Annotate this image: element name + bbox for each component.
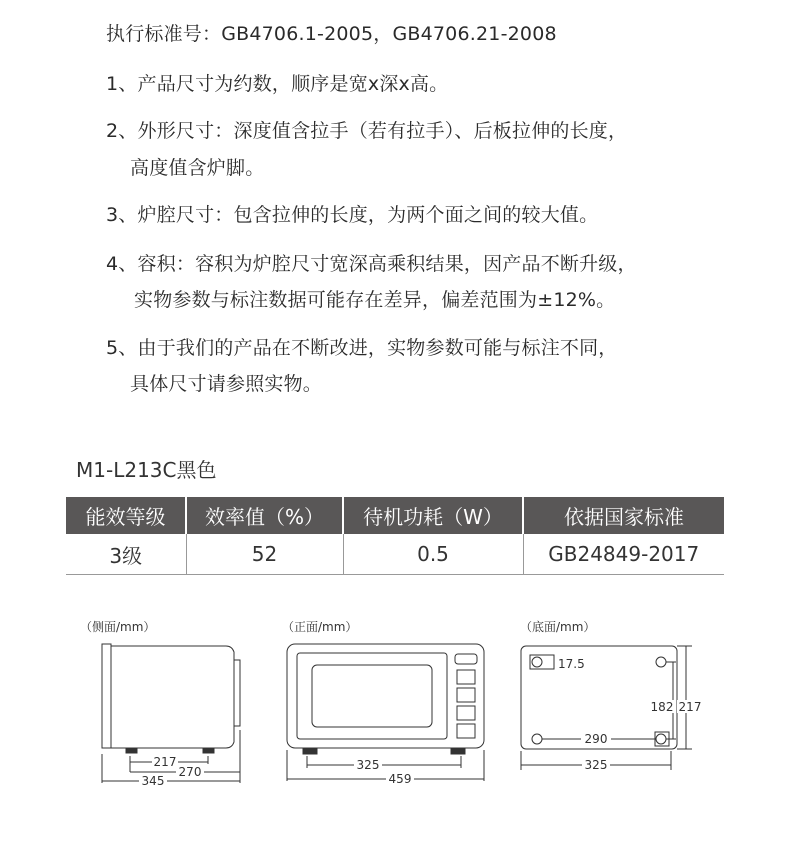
note-2-line-1: 2、外形尺寸：深度值含拉手（若有拉手）、后板拉伸的长度， <box>106 120 628 142</box>
header-standard: 依据国家标准 <box>523 497 724 534</box>
front-dim-459: 459 <box>388 772 412 786</box>
cell-standby-power: 0.5 <box>343 534 523 575</box>
note-2-line-2: 高度值含炉脚。 <box>130 157 265 179</box>
bottom-dim-290: 290 <box>584 732 608 746</box>
note-4-line-2: 实物参数与标注数据可能存在差异，偏差范围为±12%。 <box>134 289 616 311</box>
control-button-1 <box>457 670 475 684</box>
front-view-diagram <box>282 620 484 786</box>
bottom-dim-17-5: 17.5 <box>558 657 585 671</box>
side-back-panel <box>234 660 240 726</box>
front-view-label: （正面/mm） <box>282 620 358 634</box>
control-button-3 <box>457 706 475 720</box>
bottom-foot-bottom-left <box>532 734 542 744</box>
note-4-line-1: 4、容积：容积为炉腔尺寸宽深高乘积结果，因产品不断升级， <box>106 253 637 275</box>
bottom-dim-325: 325 <box>584 758 608 772</box>
bottom-view-label: （底面/mm） <box>520 620 596 634</box>
side-foot-front <box>126 748 137 753</box>
bottom-foot-top-right <box>656 657 666 667</box>
front-dim-325: 325 <box>356 758 380 772</box>
note-1: 1、产品尺寸为约数，顺序是宽x深x高。 <box>106 73 449 95</box>
note-3: 3、炉腔尺寸：包含拉伸的长度，为两个面之间的较大值。 <box>106 204 599 226</box>
standard-number: 执行标准号：GB4706.1-2005，GB4706.21-2008 <box>106 23 557 45</box>
cell-standard: GB24849-2017 <box>523 534 724 575</box>
table-header-row <box>66 497 724 534</box>
side-view-diagram <box>80 620 240 788</box>
dimension-diagrams <box>0 600 790 800</box>
bottom-foot-top-left <box>532 657 542 667</box>
table-row <box>66 534 724 575</box>
header-efficiency: 效率值（%） <box>186 497 343 534</box>
side-body-outline <box>111 646 234 748</box>
control-display <box>455 654 477 664</box>
energy-spec-table <box>66 497 724 575</box>
control-button-4 <box>457 724 475 738</box>
cell-efficiency: 52 <box>186 534 343 575</box>
side-dim-217: 217 <box>153 755 177 769</box>
note-5-line-1: 5、由于我们的产品在不断改进，实物参数可能与标注不同， <box>106 337 618 359</box>
bottom-dim-217: 217 <box>678 700 702 714</box>
bottom-dim-182: 182 <box>650 700 674 714</box>
side-dim-270: 270 <box>178 765 202 779</box>
control-button-2 <box>457 688 475 702</box>
header-standby-power: 待机功耗（W） <box>343 497 523 534</box>
header-energy-grade: 能效等级 <box>66 497 186 534</box>
side-door-panel <box>102 644 111 748</box>
front-foot-left <box>303 748 317 754</box>
front-window <box>312 665 432 727</box>
note-5-line-2: 具体尺寸请参照实物。 <box>130 373 323 395</box>
side-view-label: （侧面/mm） <box>80 620 156 634</box>
model-title: M1-L213C黑色 <box>76 458 217 482</box>
front-foot-right <box>451 748 465 754</box>
bottom-view-diagram <box>520 619 703 772</box>
side-foot-back <box>203 748 214 753</box>
bottom-foot-bottom-right <box>656 734 666 744</box>
side-dim-345: 345 <box>141 774 165 788</box>
cell-energy-grade: 3级 <box>66 534 186 575</box>
